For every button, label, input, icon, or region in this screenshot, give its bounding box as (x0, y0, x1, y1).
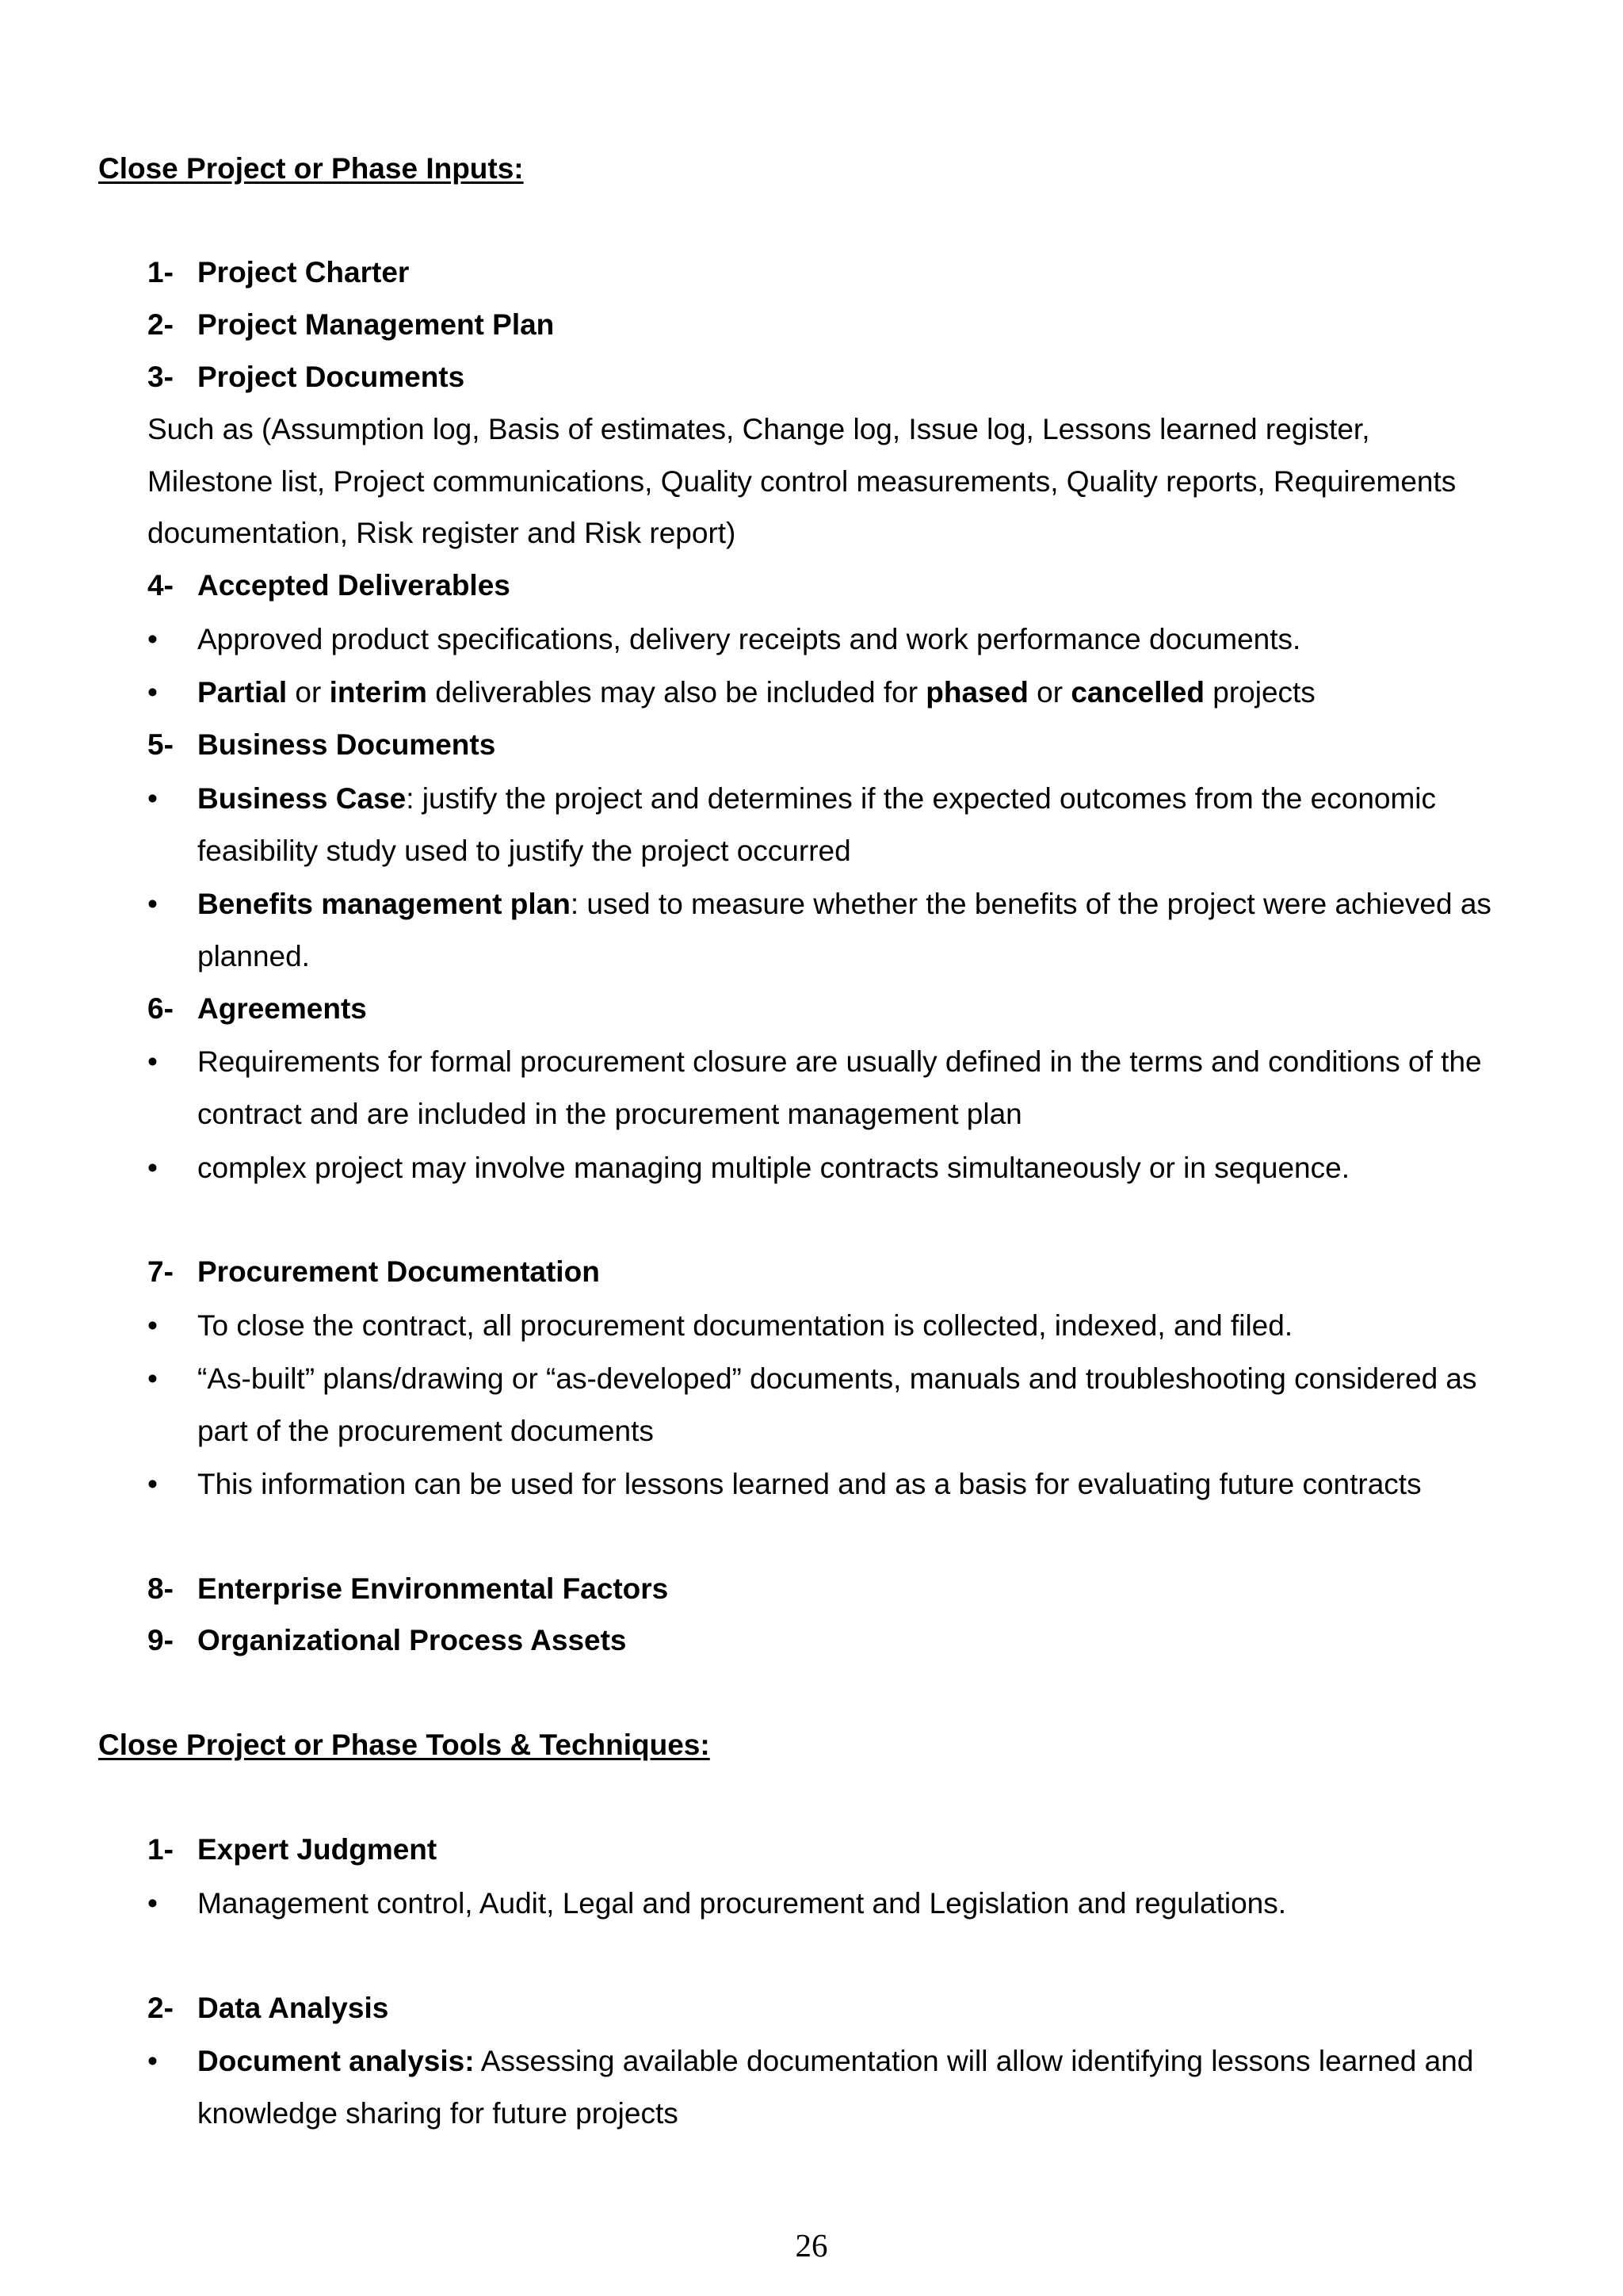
bullet-continuation: feasibility study used to justify the project occurred (197, 835, 851, 867)
bold-term: Business Case (197, 782, 407, 815)
bullet-text: complex project may involve managing multiple contracts simultaneously or in sequence. (197, 1152, 1350, 1184)
bullet-text: Management control, Audit, Legal and procurement and Legislation and regulations. (197, 1887, 1287, 1920)
item-number: 4- (147, 569, 174, 602)
item-number: 3- (147, 361, 174, 393)
bullet-icon: • (147, 2045, 158, 2077)
item-title: Agreements (197, 992, 367, 1025)
bullet-text: Partial or interim deliverables may also be included for phased or cancelled projects (197, 676, 1316, 709)
item-title: Project Management Plan (197, 308, 555, 341)
item-number: 6- (147, 992, 174, 1025)
item-title: Project Documents (197, 361, 465, 393)
item-number: 1- (147, 1833, 174, 1866)
item-number: 2- (147, 1992, 174, 2024)
bullet-icon: • (147, 623, 158, 655)
bold-term: cancelled (1071, 676, 1205, 709)
bullet-icon: • (147, 888, 158, 920)
bullet-icon: • (147, 1309, 158, 1342)
item-number: 2- (147, 308, 174, 341)
bullet-icon: • (147, 1468, 158, 1500)
paragraph-line: documentation, Risk register and Risk report) (147, 517, 736, 549)
item-title: Project Charter (197, 256, 410, 288)
item-title: Data Analysis (197, 1992, 389, 2024)
bullet-continuation: contract and are included in the procurement management plan (197, 1098, 1022, 1130)
item-title: Accepted Deliverables (197, 569, 510, 602)
bullet-text: This information can be used for lessons learned and as a basis for evaluating future contracts (197, 1468, 1422, 1500)
bullet-icon: • (147, 676, 158, 709)
bold-term: Partial (197, 676, 288, 709)
bullet-text: Benefits management plan: used to measure whether the benefits of the project were achieved as (197, 888, 1491, 920)
bullet-icon: • (147, 782, 158, 815)
bold-term: phased (926, 676, 1029, 709)
bullet-text: Document analysis: Assessing available documentation will allow identifying lessons learned and (197, 2045, 1474, 2077)
item-number: 9- (147, 1624, 174, 1656)
item-title: Organizational Process Assets (197, 1624, 627, 1656)
bold-term: Benefits management plan (197, 888, 571, 920)
inputs-heading: Close Project or Phase Inputs: (98, 152, 524, 185)
bullet-continuation: knowledge sharing for future projects (197, 2097, 678, 2130)
bullet-icon: • (147, 1152, 158, 1184)
bullet-text: To close the contract, all procurement documentation is collected, indexed, and filed. (197, 1309, 1293, 1342)
tools-heading: Close Project or Phase Tools & Techniques: (98, 1729, 710, 1761)
bullet-text: Requirements for formal procurement closure are usually defined in the terms and conditions of the (197, 1045, 1482, 1078)
item-number: 8- (147, 1572, 174, 1605)
item-title: Expert Judgment (197, 1833, 437, 1866)
bullet-text: Business Case: justify the project and determines if the expected outcomes from the economic (197, 782, 1437, 815)
item-number: 1- (147, 256, 174, 288)
bullet-continuation: part of the procurement documents (197, 1415, 654, 1447)
bullet-continuation: planned. (197, 940, 310, 972)
page-number: 26 (795, 2227, 828, 2264)
item-title: Enterprise Environmental Factors (197, 1572, 669, 1605)
bullet-icon: • (147, 1045, 158, 1078)
paragraph-line: Milestone list, Project communications, Quality control measurements, Quality reports, Requirements (147, 465, 1457, 498)
bold-term: Document analysis: (197, 2045, 475, 2077)
bold-term: interim (329, 676, 427, 709)
bullet-icon: • (147, 1362, 158, 1395)
bullet-icon: • (147, 1887, 158, 1920)
bullet-text: Approved product specifications, delivery receipts and work performance documents. (197, 623, 1301, 655)
item-title: Procurement Documentation (197, 1255, 600, 1288)
paragraph-line: Such as (Assumption log, Basis of estimates, Change log, Issue log, Lessons learned register, (147, 413, 1370, 445)
bullet-text: “As-built” plans/drawing or “as-developed” documents, manuals and troubleshooting considered as (197, 1362, 1477, 1395)
item-number: 5- (147, 728, 174, 761)
item-number: 7- (147, 1255, 174, 1288)
item-title: Business Documents (197, 728, 496, 761)
